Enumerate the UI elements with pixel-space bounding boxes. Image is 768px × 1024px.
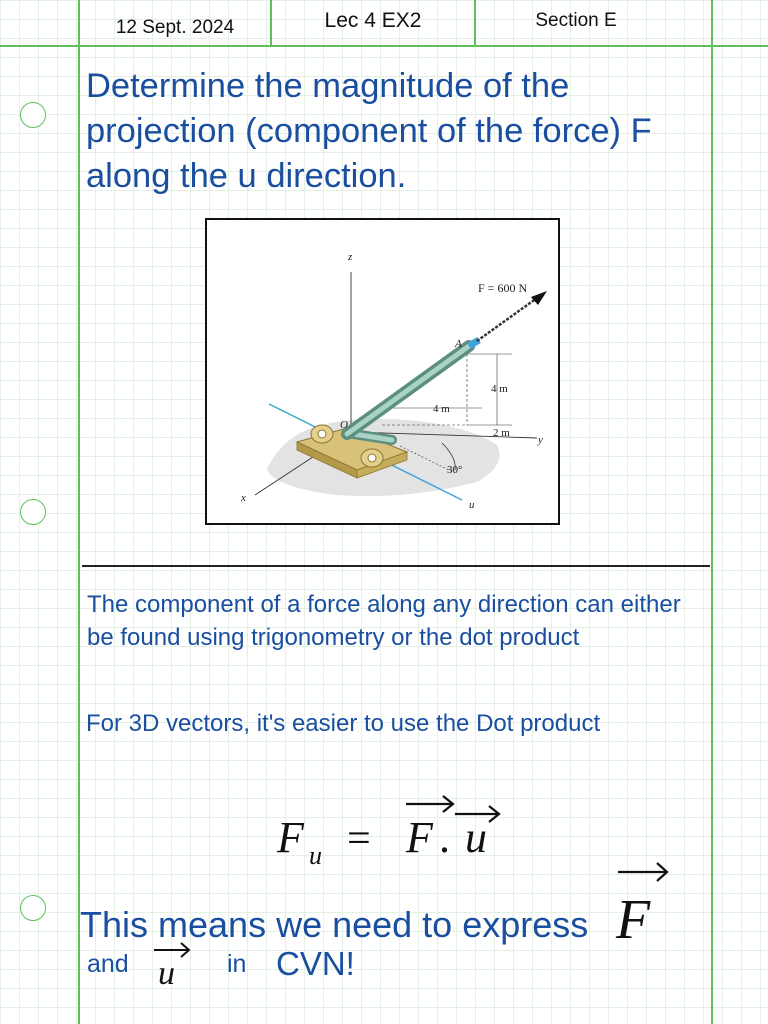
equation-lhs: F (277, 813, 304, 862)
point-a-label: A (455, 338, 462, 350)
z-axis-label: z (348, 251, 353, 263)
vector-f-letter: F (616, 889, 651, 943)
binder-hole-1 (20, 102, 46, 128)
x-axis-label: x (241, 492, 246, 504)
dim-4m-horizontal: 4 m (433, 403, 450, 415)
y-axis-label: y (538, 434, 543, 446)
header-date: 12 Sept. 2024 (115, 16, 235, 38)
conclusion-text: This means we need to express (80, 904, 589, 945)
equation-equals: = (347, 816, 371, 862)
vector-f-symbol (610, 848, 675, 943)
u-axis-label: u (469, 499, 475, 511)
figure-diagram (207, 220, 558, 523)
vector-u-symbol (150, 937, 195, 992)
conclusion-and: and (87, 950, 129, 978)
force-arrowhead (531, 291, 547, 305)
equation-dot: . (439, 813, 450, 862)
note-paragraph-1: The component of a force along any direction can either be found using trigonometry or the dot product (87, 591, 681, 651)
dot-product-equation (275, 790, 515, 870)
note-paragraph-2: For 3D vectors, it's easier to use the Dot product (86, 710, 601, 737)
equation-vec-u: u (465, 813, 487, 862)
origin-label: O (340, 419, 348, 431)
margin-line-right (711, 0, 713, 1024)
vector-u-letter: u (158, 955, 175, 992)
problem-statement: Determine the magnitude of the projection (component of the force) F along the u direction. (86, 67, 652, 195)
binder-hole-3 (20, 895, 46, 921)
force-vector (477, 298, 537, 341)
dim-2m: 2 m (493, 427, 510, 439)
conclusion-in: in (227, 950, 247, 978)
conclusion-cvn: CVN! (276, 945, 355, 982)
header-line (0, 45, 768, 47)
force-label: F = 600 N (478, 281, 528, 295)
header-lecture: Lec 4 EX2 (324, 8, 422, 32)
section-divider (82, 565, 710, 567)
binder-hole-2 (20, 499, 46, 525)
header-section: Section E (535, 9, 617, 31)
equation-lhs-subscript: u (309, 841, 322, 870)
angle-label: 30° (447, 464, 463, 476)
equation-vec-f: F (406, 813, 433, 862)
problem-figure (205, 218, 560, 525)
dim-4m-vertical: 4 m (491, 383, 508, 395)
margin-line-left (78, 0, 80, 1024)
